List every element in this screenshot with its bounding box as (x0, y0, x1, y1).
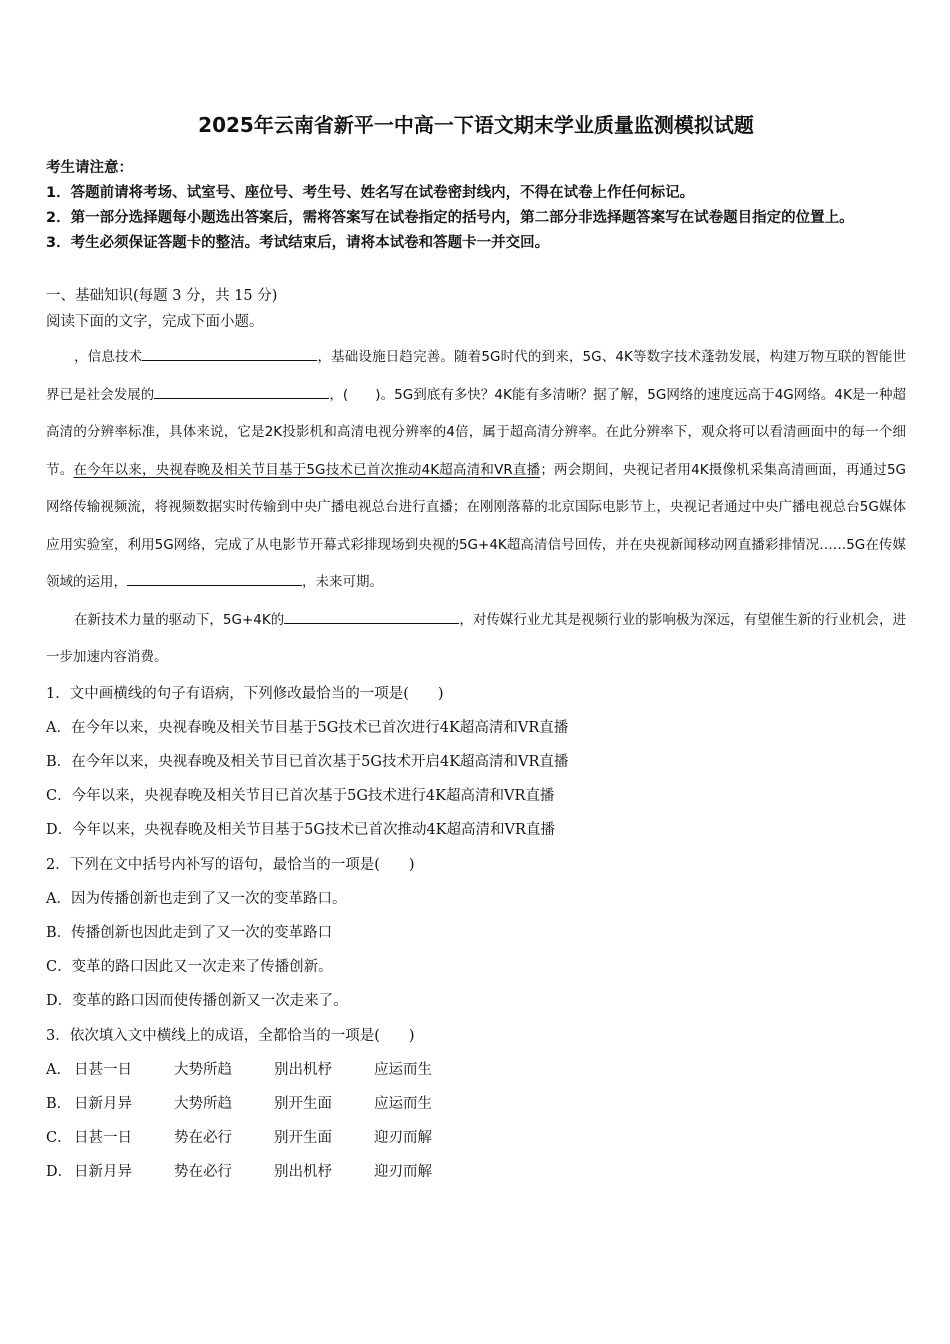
passage-text: ，信息技术 (74, 349, 143, 365)
idiom-word: 日新月异 (74, 1164, 132, 1181)
fill-blank-4 (284, 609, 459, 624)
option-text: 在今年以来，央视春晚及相关节目已首次基于5G技术开启4K超高清和VR直播 (71, 753, 569, 770)
passage-text: ，对传媒行业尤其是视频行业的影响极为深远，有望催生新的行业机会，进一步加速内容消费。 (46, 611, 906, 665)
idiom-word: 应运而生 (374, 1095, 432, 1112)
notice-item: 1．答题前请将考场、试室号、座位号、考生号、姓名写在试卷密封线内，不得在试卷上作任何标记。 (46, 185, 695, 201)
notice-block (46, 156, 906, 256)
option-d (46, 1155, 906, 1189)
option-text: 变革的路口因而使传播创新又一次走来了。 (72, 993, 348, 1010)
option-label: D． (46, 1164, 73, 1181)
idiom-word: 迎刃而解 (374, 1164, 432, 1181)
question-1 (46, 677, 906, 848)
option-label: C． (46, 1130, 72, 1147)
passage-text: ，未来可期。 (302, 574, 383, 590)
section-intro: 阅读下面的文字，完成下面小题。 (46, 314, 264, 330)
underlined-sentence: 在今年以来，央视春晚及相关节目基于5G技术已首次推动4K超高清和VR直播 (73, 461, 541, 478)
question-2 (46, 848, 906, 1019)
fill-blank-3 (127, 571, 302, 586)
idiom-word: 大势所趋 (174, 1095, 232, 1112)
option-text: 今年以来，央视春晚及相关节目基于5G技术已首次推动4K超高清和VR直播 (72, 822, 555, 839)
question-stem: 1．文中画横线的句子有语病，下列修改最恰当的一项是( ) (46, 685, 444, 702)
option-a (46, 711, 906, 745)
option-text: 在今年以来，央视春晚及相关节目基于5G技术已首次进行4K超高清和VR直播 (70, 719, 569, 736)
option-d (46, 984, 906, 1018)
option-label: D． (46, 993, 73, 1010)
idiom-word: 应运而生 (374, 1061, 432, 1078)
option-label: B． (46, 753, 72, 770)
option-label: A． (46, 890, 71, 907)
option-label: B． (46, 1095, 72, 1112)
option-b (46, 916, 906, 950)
option-label: D． (46, 822, 73, 839)
passage-text: ，( )。5G到底有多快？4K能有多清晰？据了解，5G网络的速度远高于4G网络。4K是一种超高清的分辨率标准，具体来说，它是2K投影机和高清电视分辨率的4倍，属于超高清分辨率。在此分辨率下，观众将可以看清画面中的每一个细节。 (46, 386, 906, 478)
idiom-word: 势在必行 (174, 1130, 232, 1147)
option-c (46, 950, 906, 984)
notice-item: 3．考生必须保证答题卡的整洁。考试结束后，请将本试卷和答题卡一并交回。 (46, 235, 550, 251)
option-label: C． (46, 788, 72, 805)
option-label: A． (46, 719, 71, 736)
option-text: 因为传播创新也走到了又一次的变革路口。 (70, 890, 347, 907)
passage-text: 在新技术力量的驱动下，5G+4K的 (74, 611, 285, 628)
option-text: 传播创新也因此走到了又一次的变革路口 (71, 924, 333, 941)
passage-paragraph-2 (46, 602, 906, 677)
passage-text: ；两会期间，央视记者用4K摄像机采集高清画面，再通过5G网络传输视频流，将视频数据实时传输到中央广播电视总台进行直播；在刚刚落幕的北京国际电影节上，央视记者通过中央广播电视总台5G媒体应用实验室，利用5G网络，完成了从电影节开幕式彩排现场到央视的5G+4K超高清信号回传，并在央视新闻移动网直播彩排情况……5G在传媒领域的运用， (46, 461, 906, 590)
idiom-word: 势在必行 (174, 1164, 232, 1181)
idiom-word: 日甚一日 (74, 1130, 132, 1147)
option-b (46, 1087, 906, 1121)
idiom-word: 迎刃而解 (374, 1130, 432, 1147)
option-label: A． (46, 1061, 71, 1078)
question-stem: 3．依次填入文中横线上的成语，全都恰当的一项是( ) (46, 1027, 415, 1044)
idiom-word: 大势所趋 (174, 1061, 232, 1078)
idiom-word: 别出机杼 (274, 1061, 332, 1078)
notice-item: 2．第一部分选择题每小题选出答案后，需将答案写在试卷指定的括号内，第二部分非选择题答案写在试卷题目指定的位置上。 (46, 210, 854, 226)
idiom-word: 日甚一日 (74, 1061, 132, 1078)
passage-text: ，基础设施日趋完善。随着5G时代的到来，5G、4K等数字技术蓬勃发展，构建万物互联的智能世界已是社会发展的 (46, 349, 906, 403)
question-3 (46, 1019, 906, 1190)
page-title: 2025年云南省新平一中高一下语文期末学业质量监测模拟试题 (198, 113, 754, 137)
idiom-word: 别开生面 (274, 1130, 332, 1147)
option-d (46, 813, 906, 847)
idiom-word: 日新月异 (74, 1095, 132, 1112)
option-b (46, 745, 906, 779)
option-c (46, 779, 906, 813)
fill-blank-2 (154, 384, 329, 399)
option-text: 今年以来，央视春晚及相关节目已首次基于5G技术进行4K超高清和VR直播 (71, 788, 555, 805)
option-label: B． (46, 924, 72, 941)
section-heading: 一、基础知识(每题 3 分，共 15 分) (46, 288, 278, 304)
passage-paragraph-1 (46, 339, 906, 602)
option-a (46, 1053, 906, 1087)
option-a (46, 882, 906, 916)
option-label: C． (46, 959, 72, 976)
option-text: 变革的路口因此又一次走来了传播创新。 (71, 959, 333, 976)
fill-blank-1 (142, 346, 317, 361)
exam-page (46, 110, 906, 1190)
notice-heading: 考生请注意： (46, 160, 133, 176)
idiom-word: 别出机杼 (274, 1164, 332, 1181)
question-stem: 2．下列在文中括号内补写的语句，最恰当的一项是( ) (46, 856, 415, 873)
option-c (46, 1121, 906, 1155)
idiom-word: 别开生面 (274, 1095, 332, 1112)
